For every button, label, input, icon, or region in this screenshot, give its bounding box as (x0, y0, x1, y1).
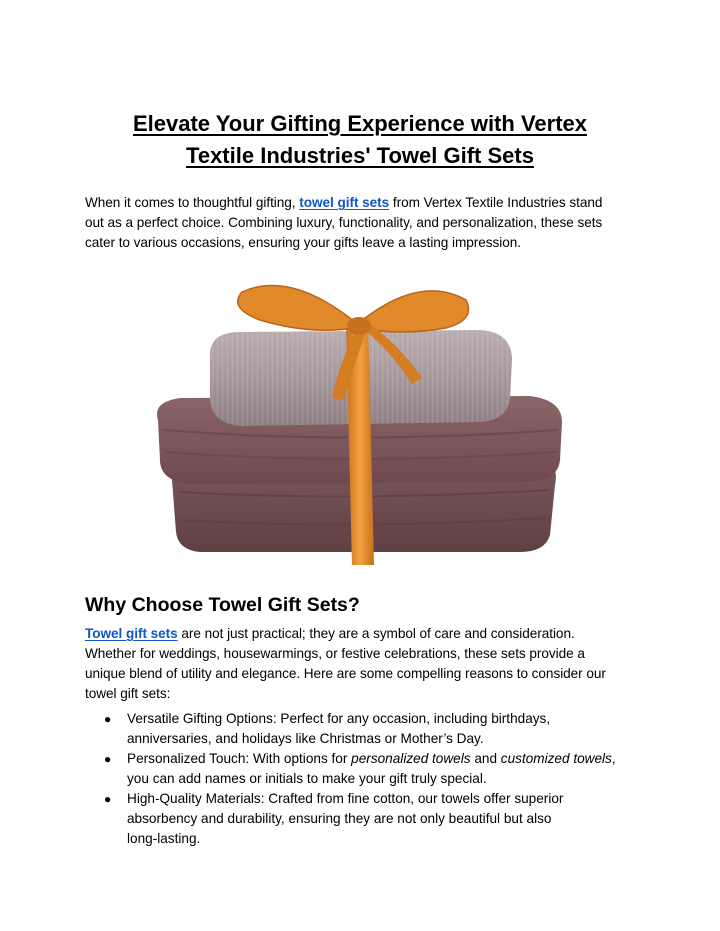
list-item (104, 789, 664, 849)
list-item-text-part: and (470, 751, 501, 766)
why-paragraph (85, 624, 645, 704)
why-line-4: towel gift sets: (85, 686, 171, 701)
intro-line-3: cater to various occasions, ensuring your gifts leave a lasting impression. (85, 235, 521, 250)
towel-gift-set-image (150, 280, 570, 570)
list-item-text: Versatile Gifting Options: Perfect for any occasion, including birthdays, (127, 711, 551, 726)
emphasis-text: personalized towels (351, 751, 471, 766)
list-item-text: you can add names or initials to make your gift truly special. (127, 771, 487, 786)
list-item-text (127, 749, 664, 769)
list-item-text: anniversaries, and holidays like Christmas or Mother’s Day. (127, 731, 484, 746)
list-item (104, 709, 664, 749)
intro-text: When it comes to thoughtful gifting, (85, 195, 300, 210)
list-item-text-part: Personalized Touch: With options for (127, 751, 352, 766)
list-item (104, 749, 664, 789)
title-line-1: Elevate Your Gifting Experience with Vertex (132, 111, 587, 136)
list-item-text: High-Quality Materials: Crafted from fine cotton, our towels offer superior (127, 791, 564, 806)
towel-gift-sets-link-2[interactable]: Towel gift sets (85, 626, 178, 641)
bullet-icon: ● (104, 712, 112, 726)
bullet-icon: ● (104, 792, 112, 806)
why-line-3: unique blend of utility and elegance. Here are some compelling reasons to consider our (85, 666, 606, 681)
reasons-list (104, 709, 664, 849)
intro-line-1 (85, 193, 645, 213)
list-item-text-part: , (611, 751, 616, 766)
title-line-2: Textile Industries' Towel Gift Sets (186, 143, 534, 168)
intro-paragraph (85, 193, 645, 253)
why-line-1 (85, 624, 645, 644)
why-text: are not just practical; they are a symbol of care and consideration. (177, 626, 575, 641)
list-item-text: long-lasting. (127, 831, 201, 846)
section-heading: Why Choose Towel Gift Sets? (85, 594, 360, 616)
intro-text: from Vertex Textile Industries stand (389, 195, 603, 210)
bullet-icon: ● (104, 752, 112, 766)
intro-line-2: out as a perfect choice. Combining luxury, functionality, and personalization, these sets (85, 215, 603, 230)
emphasis-text: customized towels (500, 751, 612, 766)
towel-gift-sets-link[interactable]: towel gift sets (299, 195, 390, 210)
why-line-2: Whether for weddings, housewarmings, or festive celebrations, these sets provide a (85, 646, 585, 661)
page-title (60, 108, 660, 172)
list-item-text: absorbency and durability, ensuring they are not only beautiful but also (127, 811, 552, 826)
